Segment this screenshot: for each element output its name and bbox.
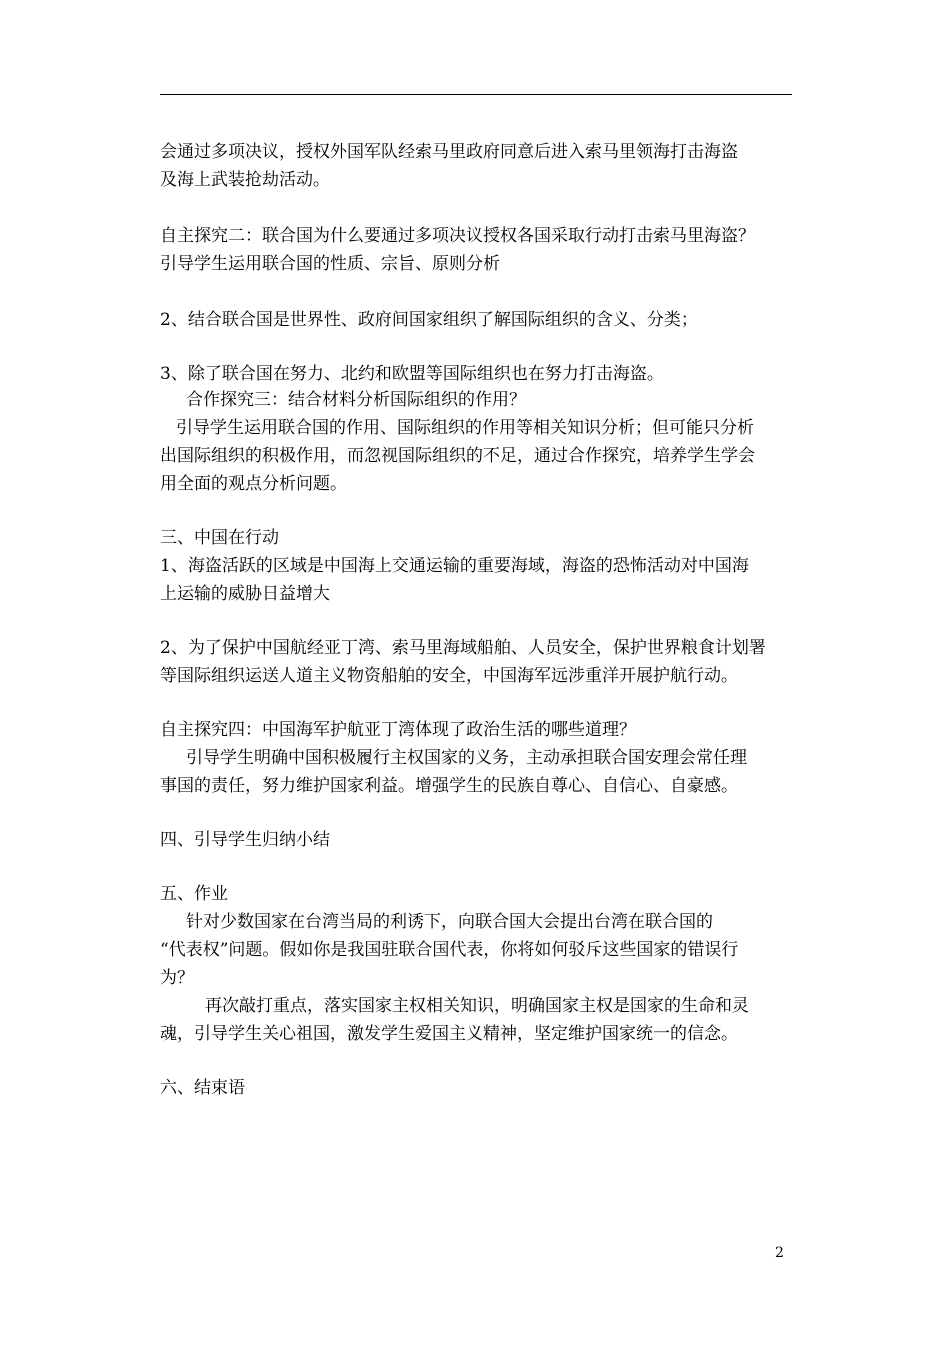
section-heading-3: 三、中国在行动 [160, 528, 279, 548]
list-item-2: 2、为了保护中国航经亚丁湾、索马里海域船舶、人员安全，保护世界粮食计划署 [160, 638, 766, 658]
body-text-line: 等国际组织运送人道主义物资船舶的安全，中国海军远涉重洋开展护航行动。 [160, 666, 738, 686]
body-text-line: 及海上武装抢劫活动。 [160, 170, 330, 190]
body-text-line: 事国的责任，努力维护国家利益。增强学生的民族自尊心、自信心、自豪感。 [160, 776, 738, 796]
body-text-line: 针对少数国家在台湾当局的利诱下，向联合国大会提出台湾在联合国的 [186, 912, 713, 932]
body-text-line: 为？ [160, 968, 194, 988]
section-heading-5: 五、作业 [160, 884, 228, 904]
body-text-line: 引导学生明确中国积极履行主权国家的义务，主动承担联合国安理会常任理 [186, 748, 747, 768]
body-text-line: 再次敲打重点，落实国家主权相关知识，明确国家主权是国家的生命和灵 [205, 996, 749, 1016]
section-question-4: 自主探究四：中国海军护航亚丁湾体现了政治生活的哪些道理？ [160, 720, 636, 740]
body-text-line: 出国际组织的积极作用，而忽视国际组织的不足，通过合作探究，培养学生学会 [160, 446, 755, 466]
page-number: 2 [775, 1245, 784, 1261]
body-text-line: 会通过多项决议，授权外国军队经索马里政府同意后进入索马里领海打击海盗 [160, 142, 738, 162]
body-text-line: 用全面的观点分析问题。 [160, 474, 347, 494]
section-heading-4: 四、引导学生归纳小结 [160, 830, 330, 850]
body-text-line: 魂，引导学生关心祖国，激发学生爱国主义精神，坚定维护国家统一的信念。 [160, 1024, 738, 1044]
section-heading-6: 六、结束语 [160, 1078, 245, 1098]
body-text-line: “代表权”问题。假如你是我国驻联合国代表，你将如何驳斥这些国家的错误行 [160, 940, 739, 960]
body-text-line: 上运输的威胁日益增大 [160, 584, 330, 604]
header-rule [160, 94, 792, 95]
section-question-3: 合作探究三：结合材料分析国际组织的作用？ [186, 390, 526, 410]
list-item-3: 3、除了联合国在努力、北约和欧盟等国际组织也在努力打击海盗。 [160, 364, 664, 384]
list-item-2: 2、结合联合国是世界性、政府间国家组织了解国际组织的含义、分类； [160, 310, 698, 330]
list-item-1: 1、海盗活跃的区域是中国海上交通运输的重要海域，海盗的恐怖活动对中国海 [160, 556, 749, 576]
section-question-2: 自主探究二：联合国为什么要通过多项决议授权各国采取行动打击索马里海盗？ [160, 226, 755, 246]
body-text-line: 引导学生运用联合国的性质、宗旨、原则分析 [160, 254, 500, 274]
body-text-line: 引导学生运用联合国的作用、国际组织的作用等相关知识分析；但可能只分析 [176, 418, 754, 438]
